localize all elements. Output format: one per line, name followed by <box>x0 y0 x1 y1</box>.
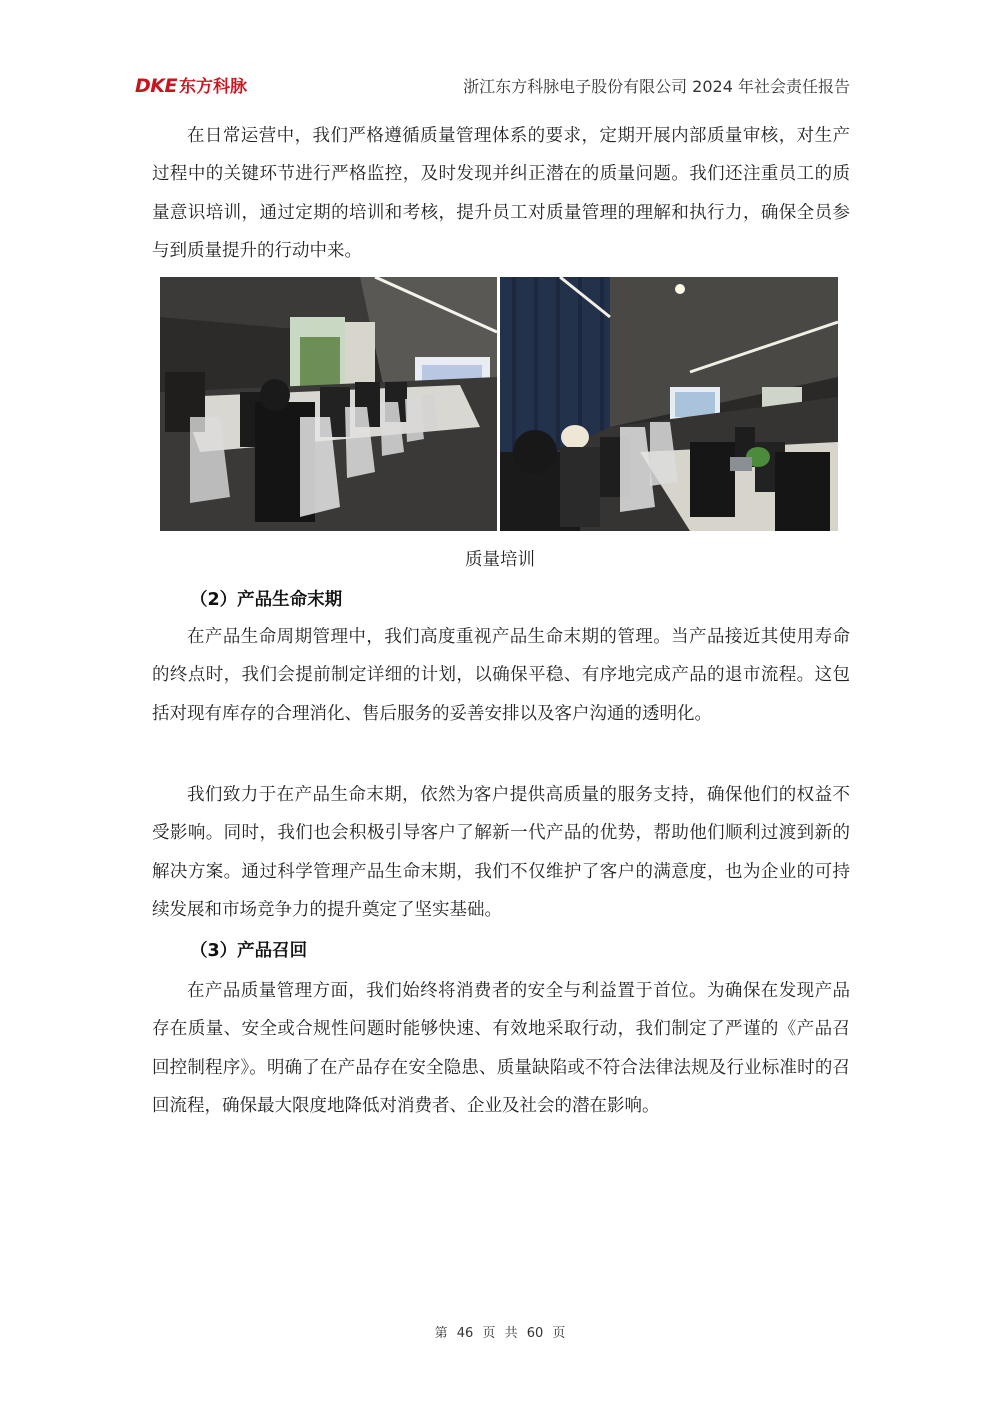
logo-chinese: 东方科脉 <box>178 77 247 97</box>
section-heading-product-recall: （3）产品召回 <box>190 941 308 961</box>
paragraph-end-of-life-management: 在产品生命周期管理中，我们高度重视产品生命末期的管理。当产品接近其使用寿命的终点时，我们会提前制定详细的计划，以确保平稳、有序地完成产品的退市流程。这包括对现有库存的合理消化、售后服务的妥善安排以及客户沟通的透明化。 <box>152 627 850 724</box>
paragraph-end-of-life-support: 我们致力于在产品生命末期，依然为客户提供高质量的服务支持，确保他们的权益不受影响。同时，我们也会积极引导客户了解新一代产品的优势，帮助他们顺利过渡到新的解决方案。通过科学管理产品生命末期，我们不仅维护了客户的满意度，也为企业的可持续发展和市场竞争力的提升奠定了坚实基础。 <box>152 785 850 921</box>
paragraph-product-recall: 在产品质量管理方面，我们始终将消费者的安全与利益置于首位。为确保在发现产品存在质量、安全或合规性问题时能够快速、有效地采取行动，我们制定了严谨的《产品召回控制程序》。明确了在产品存在安全隐患、质量缺陷或不符合法律法规及行业标准时的召回流程，确保最大限度地降低对消费者、企业及社会的潜在影响。 <box>152 981 850 1117</box>
figure-caption: 质量培训 <box>465 550 535 570</box>
section-heading-end-of-life: （2）产品生命末期 <box>190 590 343 610</box>
page-header <box>135 70 850 100</box>
training-photo-left <box>160 277 497 531</box>
training-photo-right <box>500 277 838 531</box>
training-photos <box>160 277 838 531</box>
paragraph-quality-operations: 在日常运营中，我们严格遵循质量管理体系的要求，定期开展内部质量审核，对生产过程中的关键环节进行严格监控，及时发现并纠正潜在的质量问题。我们还注重员工的质量意识培训，通过定期的培训和考核，提升员工对质量管理的理解和执行力，确保全员参与到质量提升的行动中来。 <box>152 126 850 262</box>
report-title: 浙江东方科脉电子股份有限公司 2024 年社会责任报告 <box>463 77 850 96</box>
company-logo <box>135 72 247 97</box>
page-number: 第 46 页 共 60 页 <box>434 1326 566 1341</box>
logo-latin: DKE <box>135 75 177 97</box>
